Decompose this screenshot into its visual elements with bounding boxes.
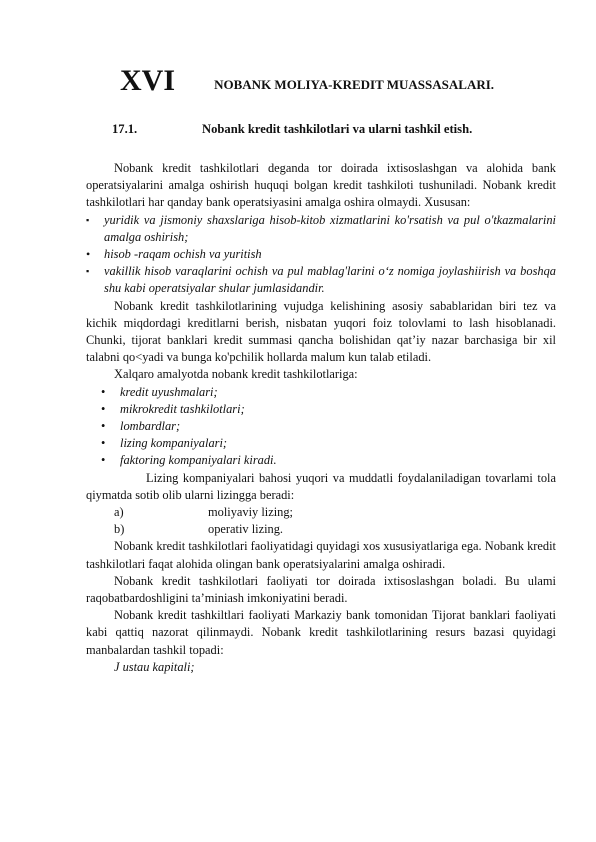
document-body	[86, 160, 556, 676]
lizing-type-row	[86, 521, 556, 538]
institutions-list	[86, 384, 556, 470]
square-bullet-icon: ▪	[86, 266, 90, 277]
list-item: • kredit uyushmalari;	[86, 384, 556, 401]
paragraph: Lizing kompaniyalari bahosi yuqori va muddatli foydalaniladigan tovarlami tola qiymatda sotib olib ularni lizingga beradi:	[86, 470, 556, 502]
list-item: • hisob -raqam ochish va yuritish	[86, 246, 556, 263]
chapter-number: XVI	[120, 64, 176, 97]
list-item: • lizing kompaniyalari;	[86, 435, 556, 452]
paragraph: Nobank kredit tashkilotlarining vujudga kelishining asosiy sabablaridan biri tez va kichik miqdordagi kreditlarni berish, nisbatan yuqori foiz tolovlami to lash hisoblanadi. Chunki, tijorat banklari kredit summasi qancha bolishidan qat’iy nazar barchasiga bir xil talabni qo<yadi va bunga ko'pchilik hollarda malum kun talab etiladi.	[86, 298, 556, 365]
section-number: 17.1.	[112, 122, 138, 136]
bullet-icon: •	[101, 436, 106, 451]
paragraph: Nobank kredit tashkiltlari faoliyati Markaziy bank tomonidan Tijorat banklari faoliyati kabi qattiq nazorat qilinmaydi. Nobank kredit tashkilotlarining resurs bazasi quyidagi manbalardan tashkil topadi:	[86, 608, 556, 657]
square-bullet-icon: ▪	[86, 214, 90, 225]
list-item: ▪ vakillik hisob varaqlarini ochish va pul mablag'larini o‘z nomiga joylashiirish va boshqa shu kabi operatsiyalar shular jumlasidandir.	[86, 264, 556, 296]
paragraph: Nobank kredit tashkilotlari faoliyatidagi quyidagi xos xususiyatlariga ega. Nobank kredit tashkilotlari faqat alohida olingan bank operatsiyalarini amalga oshiradi.	[86, 539, 556, 571]
section-title: Nobank kredit tashkilotlari va ularni tashkil etish.	[202, 122, 473, 136]
bullet-icon: •	[101, 401, 106, 416]
item-key: b)	[114, 522, 125, 537]
bullet-icon: •	[101, 419, 106, 434]
paragraph: J ustau kapitali;	[114, 659, 195, 674]
bullet-icon: •	[101, 384, 106, 399]
list-item: ▪ yuridik va jismoniy shaxslariga hisob-kitob xizmatlarini ko'rsatish va pul o'tkazmalarini amalga oshirish;	[86, 212, 556, 244]
item-text: operativ lizing.	[208, 522, 284, 537]
bullet-icon: •	[101, 453, 106, 468]
operations-list	[86, 212, 556, 298]
chapter-heading	[120, 64, 494, 98]
paragraph: Nobank kredit tashkilotlari deganda tor doirada ixtisoslashgan va alohida bank operatsiyalarini amalga oshirish huquqi bolgan kredit tashkiloti tushuniladi. Nobank kredit tashkilotlari har qanday bank operatsiyasini amalga oshira olmaydi. Xususan:	[86, 161, 556, 210]
item-text: moliyaviy lizing;	[208, 505, 294, 520]
bullet-icon: •	[86, 247, 91, 262]
list-item: • lombardlar;	[86, 418, 556, 435]
list-item: • mikrokredit tashkilotlari;	[86, 401, 556, 418]
section-heading	[112, 121, 473, 138]
list-item: • faktoring kompaniyalari kiradi.	[86, 452, 556, 469]
item-key: a)	[114, 505, 124, 520]
paragraph: Nobank kredit tashkilotlari faoliyati tor doirada ixtisoslashgan boladi. Bu ulami raqobatbardoshligini ta’miniash imkoniyatini beradi.	[86, 573, 556, 606]
lizing-type-row	[86, 504, 556, 521]
paragraph: Xalqaro amalyotda nobank kredit tashkilotlariga:	[114, 367, 358, 382]
chapter-title: NOBANK MOLIYA-KREDIT MUASSASALARI.	[214, 77, 495, 92]
